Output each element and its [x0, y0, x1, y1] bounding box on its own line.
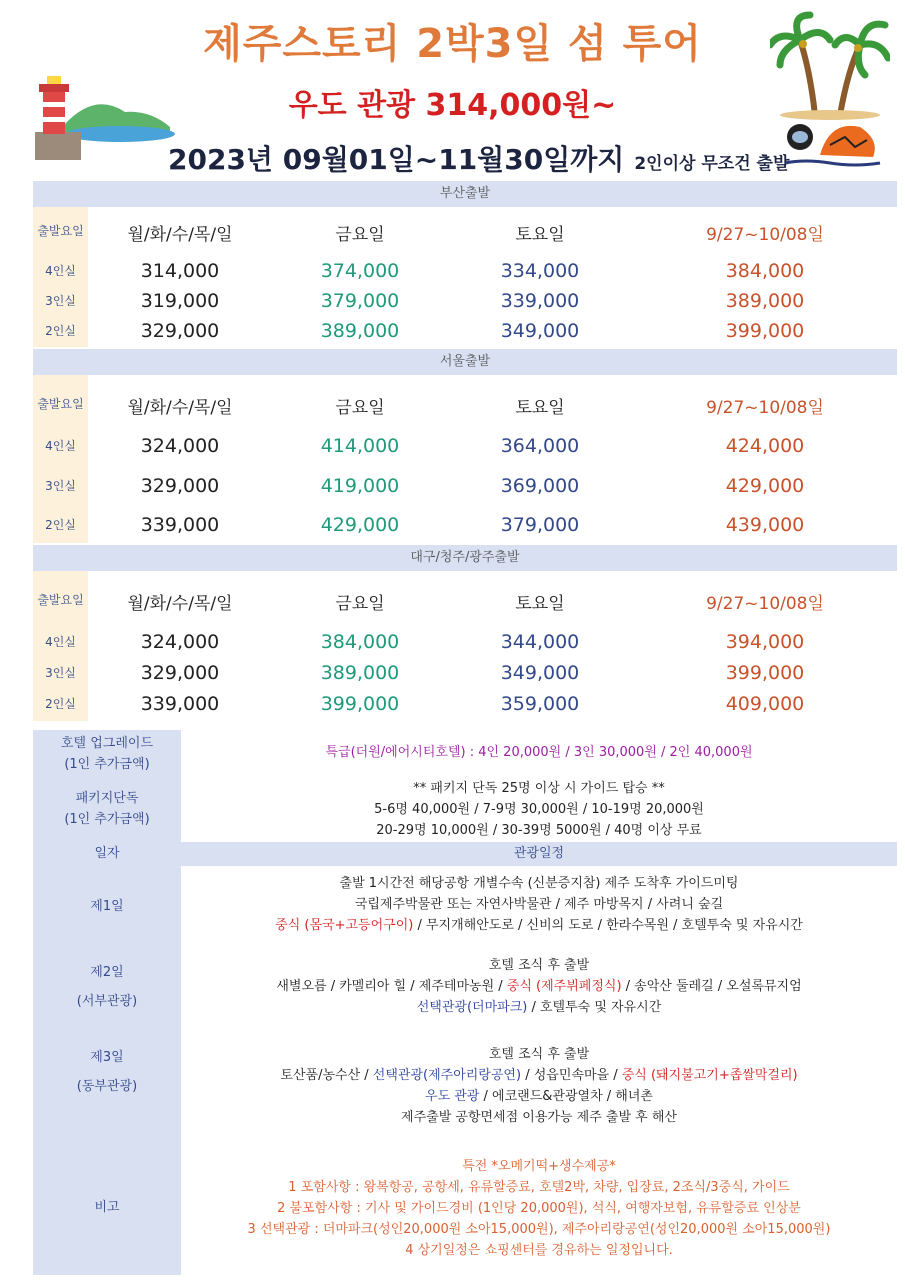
- price-cell: 344,000: [500, 631, 580, 653]
- price-cell: 334,000: [500, 260, 580, 282]
- price-cell: 389,000: [320, 662, 400, 684]
- price-cell: 349,000: [500, 662, 580, 684]
- schedule-text: / 에코랜드&관광열차 / 해녀촌: [479, 1089, 653, 1104]
- schedule-line: 출발 1시간전 해당공항 개별수속 (신분증지참) 제주 도착후 가이드미팅: [339, 876, 739, 891]
- section-band-seoul: 서울출발: [33, 349, 897, 375]
- row-header-label: 출발요일: [37, 224, 84, 238]
- row-label: 3인실: [45, 479, 76, 493]
- price-cell: 424,000: [725, 435, 805, 457]
- price-cell: 389,000: [320, 320, 400, 342]
- schedule-text: 새별오름 / 카멜리아 힐 / 제주테마농원 /: [276, 979, 507, 994]
- day3-subtitle: (동부관광): [76, 1079, 138, 1094]
- schedule-text: / 호텔투숙 및 자유시간: [527, 1000, 662, 1015]
- schedule-line: [181, 976, 897, 997]
- package-line: 20-29명 10,000원 / 30-39명 5000원 / 40명 이상 무료: [376, 823, 702, 838]
- col-header-friday: 금요일: [335, 594, 385, 614]
- price-cell: 379,000: [500, 514, 580, 536]
- price-cell: 329,000: [140, 320, 220, 342]
- price-cell: 374,000: [320, 260, 400, 282]
- row-label: 2인실: [45, 324, 76, 338]
- period-note: 2인이상 무조건 출발: [634, 154, 790, 174]
- day1-schedule: [181, 873, 897, 936]
- hotel-upgrade-title: 호텔 업그레이드: [60, 736, 154, 751]
- col-header-weekday: 월/화/수/목/일: [127, 594, 233, 614]
- price-cell: 399,000: [320, 693, 400, 715]
- day2-label: [33, 962, 181, 1012]
- price-cell: 329,000: [140, 475, 220, 497]
- row-label: 2인실: [45, 518, 76, 532]
- col-header-friday: 금요일: [335, 398, 385, 418]
- row-label: 3인실: [45, 294, 76, 308]
- price-cell: 389,000: [725, 290, 805, 312]
- price-cell: 429,000: [320, 514, 400, 536]
- hotel-upgrade-note: (1인 추가금액): [64, 757, 150, 772]
- price-cell: 369,000: [500, 475, 580, 497]
- package-line: 5-6명 40,000원 / 7-9명 30,000원 / 10-19명 20,000원: [374, 802, 704, 817]
- notes-line: 4 상기일정은 쇼핑센터를 경유하는 일정입니다.: [405, 1243, 673, 1258]
- price-cell: 409,000: [725, 693, 805, 715]
- notes-line: 2 불포함사항 : 기사 및 가이드경비 (1인당 20,000원), 석식, 여행자보험, 유류할증료 인상분: [277, 1201, 801, 1216]
- price-cell: 399,000: [725, 662, 805, 684]
- schedule-line: 호텔 조식 후 출발: [488, 1047, 590, 1062]
- tour-period: [168, 138, 789, 178]
- price-cell: 364,000: [500, 435, 580, 457]
- price-subtitle: 우도 관광 314,000원~: [288, 88, 617, 123]
- schedule-day-label-header: 일자: [94, 846, 120, 861]
- price-cell: 329,000: [140, 662, 220, 684]
- hotel-upgrade-label: [33, 733, 181, 775]
- schedule-text: 토산품/농수산 /: [280, 1068, 373, 1083]
- package-label: [33, 788, 181, 830]
- col-header-saturday: 토요일: [515, 594, 565, 614]
- price-cell: 324,000: [140, 631, 220, 653]
- day3-label: [33, 1047, 181, 1097]
- price-cell: 339,000: [140, 514, 220, 536]
- day2-schedule: [181, 955, 897, 1018]
- notes-label: 비고: [94, 1200, 120, 1215]
- row-label: 4인실: [45, 264, 76, 278]
- price-cell: 394,000: [725, 631, 805, 653]
- day2-subtitle: (서부관광): [76, 994, 138, 1009]
- price-cell: 379,000: [320, 290, 400, 312]
- section-band-daegu: 대구/청주/광주출발: [33, 545, 897, 571]
- schedule-text: / 무지개해안도로 / 신비의 도로 / 한라수목원 / 호텔투숙 및 자유시간: [413, 918, 803, 933]
- row-label: 4인실: [45, 439, 76, 453]
- price-cell: 399,000: [725, 320, 805, 342]
- day3-schedule: [181, 1044, 897, 1128]
- price-cell: 339,000: [500, 290, 580, 312]
- col-header-friday: 금요일: [335, 225, 385, 245]
- schedule-header: 관광일정: [181, 842, 897, 866]
- page-title: 제주스토리 2박3일 섬 투어: [203, 21, 702, 67]
- lunch-highlight: 중식 (돼지불고기+좁쌀막걸리): [621, 1068, 798, 1083]
- col-header-weekday: 월/화/수/목/일: [127, 225, 233, 245]
- price-cell: 384,000: [320, 631, 400, 653]
- price-cell: 359,000: [500, 693, 580, 715]
- price-cell: 324,000: [140, 435, 220, 457]
- col-header-holiday: 9/27~10/08일: [706, 594, 824, 614]
- notes-text: [181, 1156, 897, 1261]
- schedule-line: [181, 1086, 897, 1107]
- notes-line: 특전 *오메기떡+생수제공*: [462, 1159, 616, 1174]
- schedule-line: [181, 915, 897, 936]
- package-line: ** 패키지 단독 25명 이상 시 가이드 탑승 **: [413, 781, 665, 796]
- col-header-saturday: 토요일: [515, 398, 565, 418]
- row-header-label: 출발요일: [37, 397, 84, 411]
- row-label: 3인실: [45, 666, 76, 680]
- price-cell: 339,000: [140, 693, 220, 715]
- col-header-weekday: 월/화/수/목/일: [127, 398, 233, 418]
- day2-title: 제2일: [90, 965, 124, 980]
- optional-tour-highlight: 선택관광(제주아리랑공연): [372, 1068, 522, 1083]
- lunch-highlight: 중식 (제주뷔페정식): [506, 979, 622, 994]
- price-cell: 319,000: [140, 290, 220, 312]
- lunch-highlight: 중식 (몸국+고등어구이): [275, 918, 414, 933]
- udo-highlight: 우도 관광: [425, 1089, 480, 1104]
- package-text: [181, 778, 897, 841]
- price-cell: 414,000: [320, 435, 400, 457]
- schedule-text: / 송악산 둘레길 / 오설록뮤지엄: [621, 979, 802, 994]
- col-header-holiday: 9/27~10/08일: [706, 225, 824, 245]
- price-cell: 349,000: [500, 320, 580, 342]
- col-header-holiday: 9/27~10/08일: [706, 398, 824, 418]
- period-dates: 2023년 09월01일~11월30일까지: [168, 143, 625, 176]
- optional-tour-highlight: 선택관광(더마파크): [416, 1000, 528, 1015]
- schedule-line: [181, 997, 897, 1018]
- price-cell: 384,000: [725, 260, 805, 282]
- day1-label: 제1일: [90, 899, 124, 914]
- schedule-line: [181, 1065, 897, 1086]
- price-cell: 419,000: [320, 475, 400, 497]
- row-label: 4인실: [45, 635, 76, 649]
- schedule-line: 호텔 조식 후 출발: [488, 958, 590, 973]
- package-title: 패키지단독: [75, 791, 139, 806]
- col-header-saturday: 토요일: [515, 225, 565, 245]
- package-note: (1인 추가금액): [64, 812, 150, 827]
- notes-line: 1 포함사항 : 왕복항공, 공항세, 유류할증료, 호텔2박, 차량, 입장료, 2조식/3중식, 가이드: [288, 1180, 790, 1195]
- schedule-text: / 성읍민속마을 /: [521, 1068, 622, 1083]
- price-cell: 314,000: [140, 260, 220, 282]
- hotel-upgrade-text: 특급(더원/에어시티호텔) : 4인 20,000원 / 3인 30,000원 / 2인 40,000원: [325, 745, 753, 760]
- schedule-line: 제주출발 공항면세점 이용가능 제주 출발 후 해산: [401, 1110, 677, 1125]
- row-header-label: 출발요일: [37, 593, 84, 607]
- price-cell: 439,000: [725, 514, 805, 536]
- day3-title: 제3일: [90, 1050, 124, 1065]
- schedule-line: 국립제주박물관 또는 자연사박물관 / 제주 마방목지 / 사려니 숲길: [354, 897, 724, 912]
- price-cell: 429,000: [725, 475, 805, 497]
- notes-line: 3 선택관광 : 더마파크(성인20,000원 소아15,000원), 제주아리랑공연(성인20,000원 소아15,000원): [247, 1222, 831, 1237]
- row-label: 2인실: [45, 697, 76, 711]
- section-band-busan: 부산출발: [33, 181, 897, 207]
